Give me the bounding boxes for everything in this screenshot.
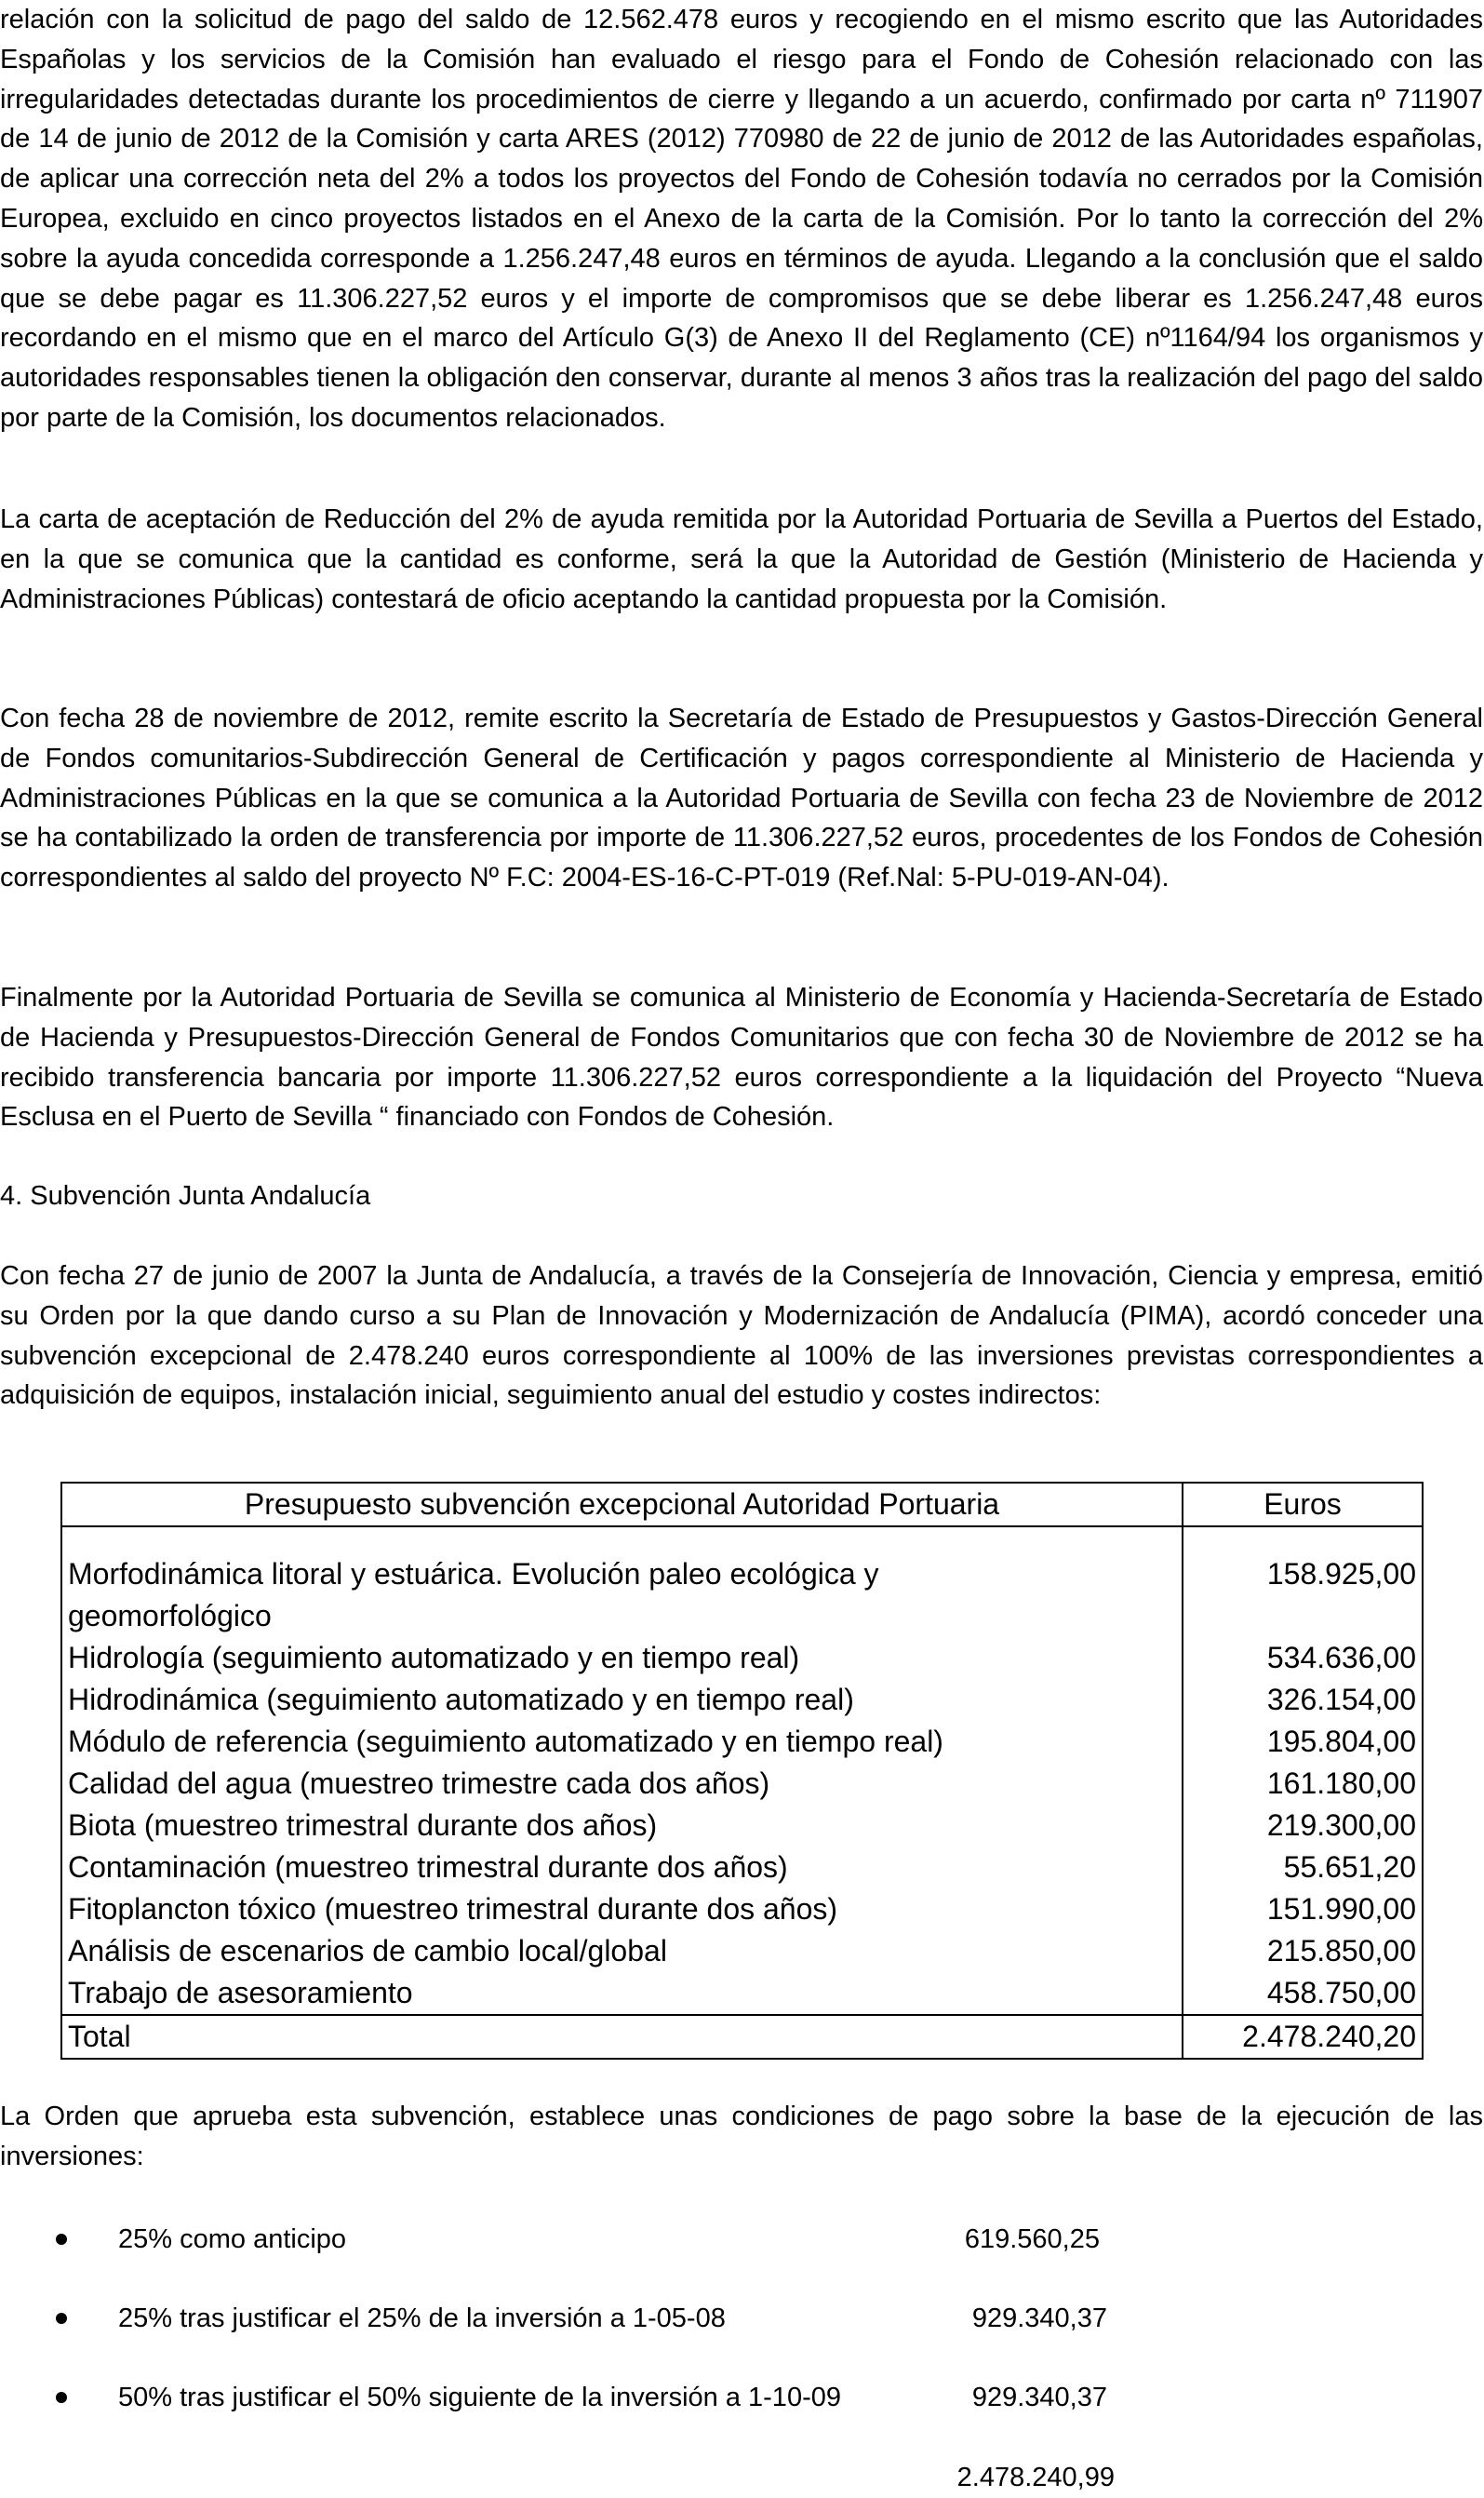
row-concept: Morfodinámica litoral y estuárica. Evolución paleo ecológica y geomorfológico xyxy=(61,1553,1183,1637)
paragraph-liquidacion-proyecto: Finalmente por la Autoridad Portuaria de Sevilla se comunica al Ministerio de Economía y Hacienda-Secretaría de Estado de Hacienda y Presupuestos-Dirección General de Fondos Comunitarios que con fecha 30 de Noviembre de 2012 se ha recibido transferencia bancaria por importe 11.306.227,52 euros correspondiente a la liquidación del Proyecto “Nueva Esclusa en el Puerto de Sevilla “ financiado con Fondos de Cohesión. xyxy=(0,983,1483,1133)
row-amount: 151.990,00 xyxy=(1183,1888,1423,1930)
list-item xyxy=(0,2377,1484,2418)
condition-amount: 619.560,25 xyxy=(964,2224,1100,2254)
row-concept: Calidad del agua (muestreo trimestre cada dos años) xyxy=(61,1763,1183,1805)
row-amount: 161.180,00 xyxy=(1183,1763,1423,1805)
total-amount: 2.478.240,20 xyxy=(1183,2015,1423,2059)
row-concept: Trabajo de asesoramiento xyxy=(61,1972,1183,2015)
row-amount: 534.636,00 xyxy=(1183,1637,1423,1679)
table-row xyxy=(61,1679,1423,1721)
paragraph-transferencia-ministerio: Con fecha 28 de noviembre de 2012, remite escrito la Secretaría de Estado de Presupuestos y Gastos-Dirección General de Fondos comunitarios-Subdirección General de Certificación y pagos correspondiente al Ministerio de Hacienda y Administraciones Públicas en la que se comunica a la Autoridad Portuaria de Sevilla con fecha 23 de Noviembre de 2012 se ha contabilizado la orden de transferencia por importe de 11.306.227,52 euros, procedentes de los Fondos de Cohesión correspondientes al saldo del proyecto Nº F.C: 2004-ES-16-C-PT-019 (Ref.Nal: 5-PU-019-AN-04). xyxy=(0,704,1483,893)
table-row xyxy=(61,1847,1423,1888)
bullet-icon xyxy=(56,2392,67,2403)
row-amount: 55.651,20 xyxy=(1183,1847,1423,1888)
condition-text: 50% tras justificar el 50% siguiente de la inversión a 1-10-09 xyxy=(118,2383,841,2412)
row-concept: Análisis de escenarios de cambio local/global xyxy=(61,1930,1183,1972)
paragraph-saldo-correccion: relación con la solicitud de pago del saldo de 12.562.478 euros y recogiendo en el mismo escrito que las Autoridades Españolas y los servicios de la Comisión han evaluado el riesgo para el Fondo de Cohesión relacionado con las irregularidades detectadas durante los procedimientos de cierre y llegando a un acuerdo, confirmado por carta nº 711907 de 14 de junio de 2012 de la Comisión y carta ARES (2012) 770980 de 22 de junio de 2012 de las Autoridades españolas, de aplicar una corrección neta del 2% a todos los proyectos del Fondo de Cohesión todavía no cerrados por la Comisión Europea, excluido en cinco proyectos listados en el Anexo de la carta de la Comisión. Por lo tanto la corrección del 2% sobre la ayuda concedida corresponde a 1.256.247,48 euros en términos de ayuda. Llegando a la conclusión que el saldo que se debe pagar es 11.306.227,52 euros y el importe de compromisos que se debe liberar es 1.256.247,48 euros recordando en el mismo que en el marco del Artículo G(3) de Anexo II del Reglamento (CE) nº1164/94 los organismos y autoridades responsables tienen la obligación den conservar, durante al menos 3 años tras la realización del pago del saldo por parte de la Comisión, los documentos relacionados. xyxy=(0,5,1483,433)
budget-table xyxy=(60,1482,1424,2060)
row-amount: 195.804,00 xyxy=(1183,1721,1423,1763)
condition-amount: 929.340,37 xyxy=(971,2383,1107,2412)
table-spacer-row xyxy=(61,1526,1423,1553)
row-concept: Contaminación (muestreo trimestral durante dos años) xyxy=(61,1847,1183,1888)
table-row xyxy=(61,1972,1423,2015)
row-amount: 458.750,00 xyxy=(1183,1972,1423,2015)
table-row xyxy=(61,1763,1423,1805)
table-row xyxy=(61,1553,1423,1637)
paragraph-carta-aceptacion: La carta de aceptación de Reducción del 2% de ayuda remitida por la Autoridad Portuaria de Sevilla a Puertos del Estado, en la que se comunica que la cantidad es conforme, será la que la Autoridad de Gestión (Ministerio de Hacienda y Administraciones Públicas) contestará de oficio aceptando la cantidad propuesta por la Comisión. xyxy=(0,504,1483,614)
table-row xyxy=(61,1721,1423,1763)
row-concept: Fitoplancton tóxico (muestreo trimestral durante dos años) xyxy=(61,1888,1183,1930)
paragraph-condiciones-pago: La Orden que aprueba esta subvención, establece unas condiciones de pago sobre la base de la ejecución de las inversiones: xyxy=(0,2102,1483,2171)
table-row xyxy=(61,1888,1423,1930)
paragraph-subvencion-junta: Con fecha 27 de junio de 2007 la Junta de Andalucía, a través de la Consejería de Innovación, Ciencia y empresa, emitió su Orden por la que dando curso a su Plan de Innovación y Modernización de Andalucía (PIMA), acordó conceder una subvención excepcional de 2.478.240 euros correspondiente al 100% de las inversiones previstas correspondientes a adquisición de equipos, instalación inicial, seguimiento anual del estudio y costes indirectos: xyxy=(0,1261,1483,1411)
section-heading-subvencion: 4. Subvención Junta Andalucía xyxy=(0,1181,371,1211)
row-concept: Biota (muestreo trimestral durante dos años) xyxy=(61,1805,1183,1847)
budget-table-body xyxy=(61,1553,1423,2015)
row-amount: 215.850,00 xyxy=(1183,1930,1423,1972)
condition-text: 25% como anticipo xyxy=(118,2224,347,2254)
table-row xyxy=(61,1930,1423,1972)
table-header-row xyxy=(61,1483,1423,1526)
row-amount: 158.925,00 xyxy=(1183,1553,1423,1637)
bullet-icon xyxy=(56,2313,67,2324)
row-concept: Hidrología (seguimiento automatizado y en tiempo real) xyxy=(61,1637,1183,1679)
condition-text: 25% tras justificar el 25% de la inversión a 1-05-08 xyxy=(118,2303,726,2333)
row-amount: 326.154,00 xyxy=(1183,1679,1423,1721)
row-concept: Módulo de referencia (seguimiento automatizado y en tiempo real) xyxy=(61,1721,1183,1763)
table-total-row xyxy=(61,2015,1423,2059)
payment-sum: 2.478.240,99 xyxy=(956,2463,1115,2492)
table-row xyxy=(61,1637,1423,1679)
row-amount: 219.300,00 xyxy=(1183,1805,1423,1847)
table-row xyxy=(61,1805,1423,1847)
row-concept: Hidrodinámica (seguimiento automatizado y en tiempo real) xyxy=(61,1679,1183,1721)
column-header-concept: Presupuesto subvención excepcional Autoridad Portuaria xyxy=(61,1483,1183,1526)
list-item xyxy=(0,2219,1484,2260)
condition-amount: 929.340,37 xyxy=(971,2303,1107,2333)
list-item xyxy=(0,2298,1484,2339)
bullet-icon xyxy=(56,2234,67,2245)
column-header-amount: Euros xyxy=(1183,1483,1423,1526)
total-label: Total xyxy=(61,2015,1183,2059)
